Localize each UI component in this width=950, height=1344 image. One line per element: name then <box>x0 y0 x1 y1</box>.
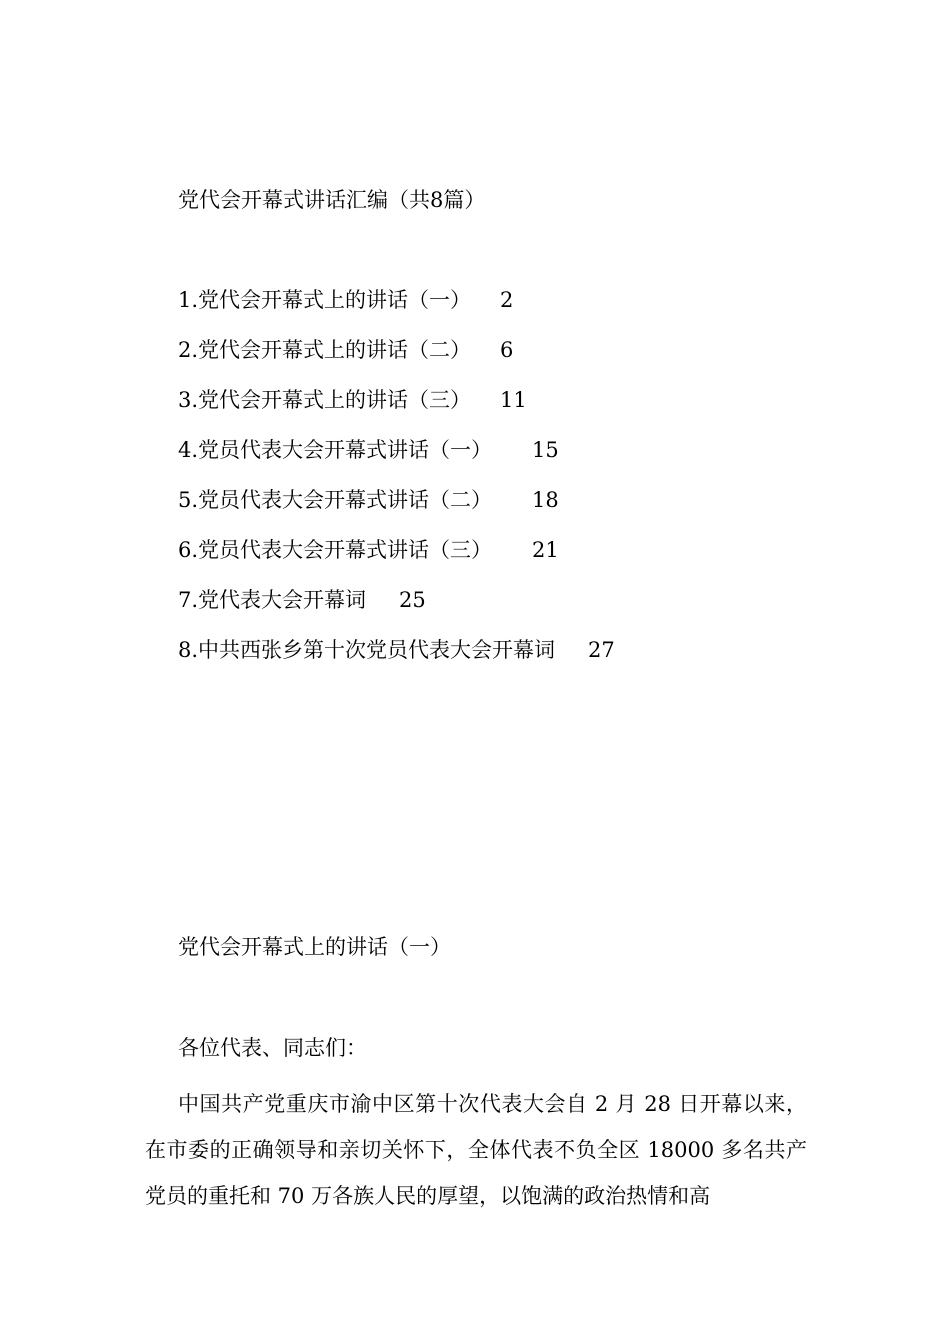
toc-item <box>178 385 615 435</box>
toc-item <box>178 635 615 685</box>
toc-item-page: 11 <box>500 388 527 412</box>
toc-item-label: 7.党代表大会开幕词 <box>178 588 367 612</box>
toc-item-page: 27 <box>588 638 615 662</box>
document-title: 党代会开幕式讲话汇编（共8篇） <box>178 188 486 212</box>
section-title: 党代会开幕式上的讲话（一） <box>178 935 451 959</box>
toc-item <box>178 485 615 535</box>
toc-item-label: 5.党员代表大会开幕式讲话（二） <box>178 488 493 512</box>
toc-item-page: 21 <box>532 538 559 562</box>
toc-item-page: 2 <box>500 288 514 312</box>
toc-item <box>178 585 615 635</box>
toc-item <box>178 435 615 485</box>
toc-item <box>178 335 615 385</box>
toc-item-label: 8.中共西张乡第十次党员代表大会开幕词 <box>178 638 556 662</box>
toc-item-page: 15 <box>532 438 559 462</box>
body-paragraph: 中国共产党重庆市渝中区第十次代表大会自 2 月 28 日开幕以来，在市委的正确领导和亲切关怀下，全体代表不负全区 18000 多名共产党员的重托和 70 万各族人民的厚望，以饱满的政治热情和高 <box>145 1092 807 1208</box>
toc-item-page: 18 <box>532 488 559 512</box>
toc-item-page: 25 <box>399 588 426 612</box>
toc-item-label: 2.党代会开幕式上的讲话（二） <box>178 338 472 362</box>
toc-item-page: 6 <box>500 338 514 362</box>
toc-item-label: 3.党代会开幕式上的讲话（三） <box>178 388 472 412</box>
toc-item <box>178 535 615 585</box>
toc-item-label: 4.党员代表大会开幕式讲话（一） <box>178 438 493 462</box>
toc-item <box>178 285 615 335</box>
table-of-contents <box>178 285 615 685</box>
toc-item-label: 1.党代会开幕式上的讲话（一） <box>178 288 472 312</box>
salutation: 各位代表、同志们： <box>178 1036 367 1060</box>
toc-item-label: 6.党员代表大会开幕式讲话（三） <box>178 538 493 562</box>
